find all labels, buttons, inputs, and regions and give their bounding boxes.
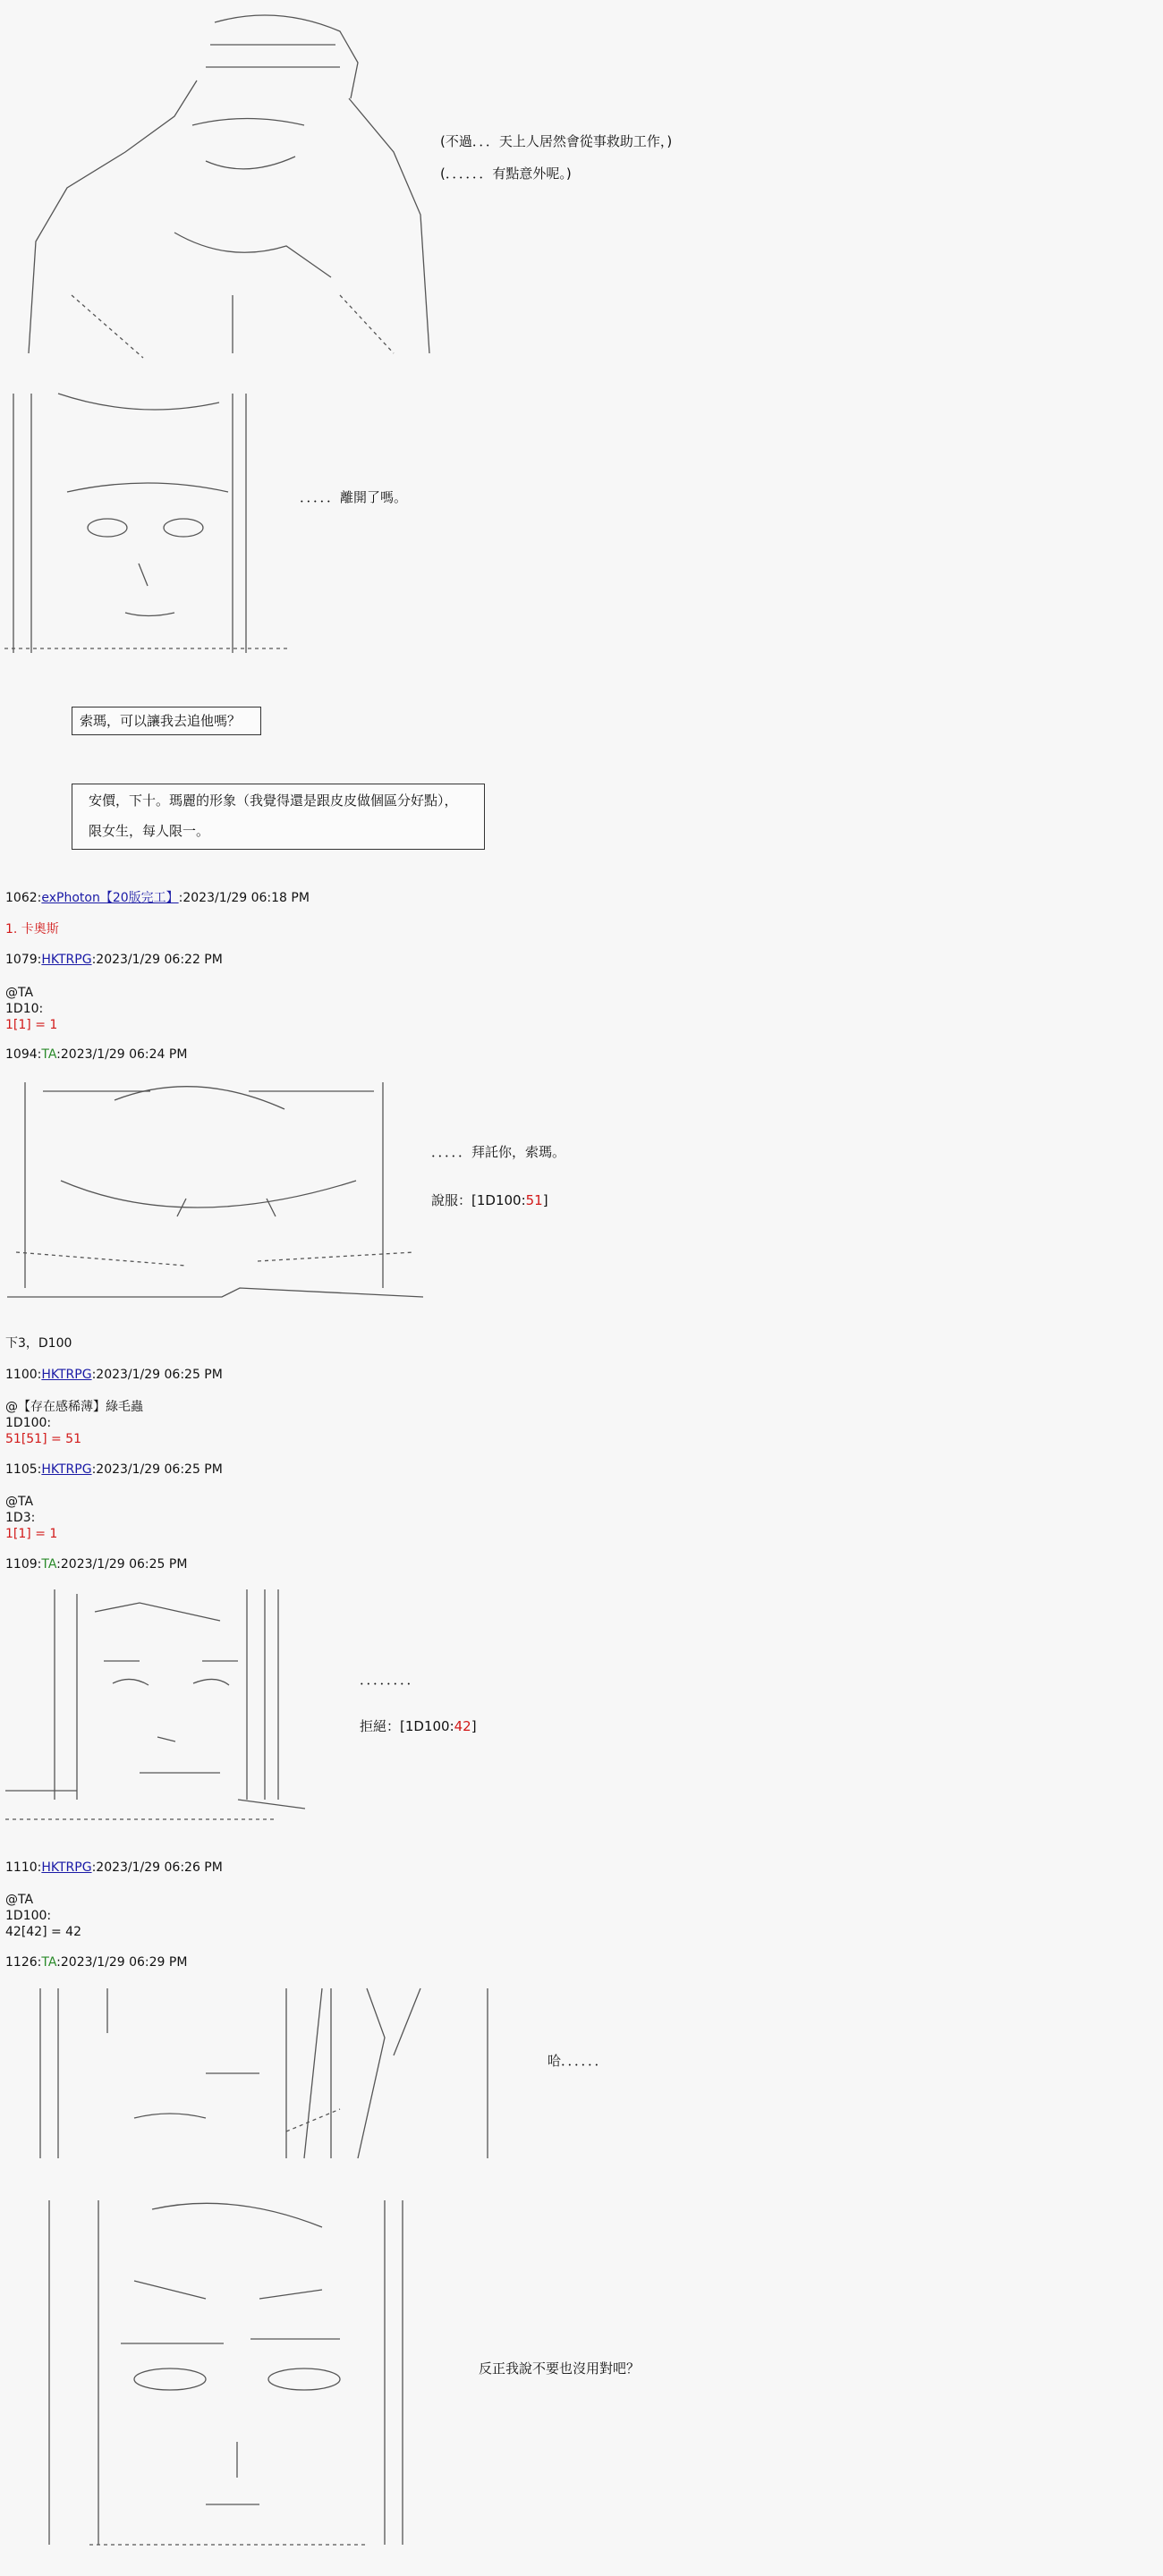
thought-text-1: (不過．．．天上人居然會從事救助工作，) — [440, 133, 673, 149]
post-number: 1100 — [5, 1368, 38, 1382]
roll-label: 拒絕：[1D100: — [360, 1718, 454, 1734]
ascii-art-robed-figure — [18, 9, 438, 362]
poster-name: TA — [41, 1557, 57, 1572]
poster-name-link[interactable]: exPhoton【20版完工】 — [41, 891, 179, 905]
question-text: 索瑪，可以讓我去追他嗎？ — [80, 713, 242, 729]
poster-name: TA — [41, 1047, 57, 1062]
post-time: 2023/1/29 06:18 PM — [183, 891, 310, 905]
thought-text-2: (．．．．．．有點意外呢。) — [440, 165, 572, 182]
post-time: 2023/1/29 06:26 PM — [96, 1860, 223, 1875]
dice-mention: @TA — [5, 1495, 34, 1509]
dice-result: 42[42] = 42 — [5, 1925, 81, 1939]
post-header: 1109:TA:2023/1/29 06:25 PM — [5, 1557, 188, 1572]
post-time: 2023/1/29 06:29 PM — [60, 1955, 188, 1970]
roll-label: 說服：[1D100: — [431, 1192, 526, 1208]
poster-name: TA — [41, 1955, 57, 1970]
dice-result: 51[51] = 51 — [5, 1432, 81, 1446]
post-header: 1100:HKTRPG:2023/1/29 06:25 PM — [5, 1368, 223, 1382]
post-time: 2023/1/29 06:25 PM — [96, 1462, 223, 1477]
speech-text: 反正我說不要也沒用對吧？ — [479, 2360, 641, 2377]
gm-note-line-1: 安價，下十。瑪麗的形象（我覺得還是跟皮皮做個區分好點）， — [89, 792, 458, 809]
poster-name-link[interactable]: HKTRPG — [41, 1368, 92, 1382]
post-header: 1079:HKTRPG:2023/1/29 06:22 PM — [5, 953, 223, 967]
dice-result: 1[1] = 1 — [5, 1527, 58, 1541]
post-header: 1126:TA:2023/1/29 06:29 PM — [5, 1955, 188, 1970]
post-number: 1109 — [5, 1557, 38, 1572]
ascii-art-portrait-face — [4, 385, 291, 662]
roll-value: 42 — [454, 1718, 471, 1734]
post-footer: 下3，D100 — [5, 1336, 72, 1351]
roll-line — [360, 1716, 477, 1737]
dice-formula: 1D100: — [5, 1416, 52, 1430]
post-header: 1094:TA:2023/1/29 06:24 PM — [5, 1047, 188, 1062]
post-time: 2023/1/29 06:24 PM — [60, 1047, 188, 1062]
ascii-art-long-hair-figure — [5, 1585, 305, 1831]
post-number: 1062 — [5, 891, 38, 905]
post-number: 1126 — [5, 1955, 38, 1970]
post-header: 1105:HKTRPG:2023/1/29 06:25 PM — [5, 1462, 223, 1477]
post-body: 1. 卡奧斯 — [5, 922, 59, 936]
post-time: 2023/1/29 06:25 PM — [96, 1368, 223, 1382]
dice-result: 1[1] = 1 — [5, 1018, 58, 1032]
ascii-art-close-up-eyes — [18, 1984, 510, 2167]
dice-mention: @TA — [5, 986, 34, 1000]
dice-mention: @TA — [5, 1893, 34, 1907]
dice-formula: 1D100: — [5, 1909, 52, 1923]
ascii-art-hooded-figure — [7, 1073, 423, 1310]
post-header: 1062:exPhoton【20版完工】:2023/1/29 06:18 PM — [5, 891, 310, 905]
roll-line — [431, 1190, 548, 1211]
post-header: 1110:HKTRPG:2023/1/29 06:26 PM — [5, 1860, 223, 1875]
speech-text: ．．．．．拜託你，索瑪。 — [431, 1144, 566, 1160]
dice-mention: @【存在感稀薄】綠毛蟲 — [5, 1400, 143, 1414]
post-number: 1105 — [5, 1462, 38, 1477]
question-box — [72, 707, 261, 735]
gm-note-box — [72, 784, 485, 850]
post-number: 1079 — [5, 953, 38, 967]
ascii-art-hooded-face — [27, 2191, 412, 2554]
post-time: 2023/1/29 06:22 PM — [96, 953, 223, 967]
leave-text: ．．．．．離開了嗎。 — [300, 489, 408, 505]
post-number: 1094 — [5, 1047, 38, 1062]
poster-name-link[interactable]: HKTRPG — [41, 953, 92, 967]
gm-note-line-2: 限女生，每人限一。 — [89, 823, 210, 839]
speech-text: 哈．．．．．． — [548, 2053, 608, 2069]
post-number: 1110 — [5, 1860, 38, 1875]
post-time: 2023/1/29 06:25 PM — [60, 1557, 188, 1572]
roll-value: 51 — [525, 1192, 543, 1208]
dice-formula: 1D10: — [5, 1002, 44, 1016]
roll-close: ] — [542, 1192, 548, 1208]
dice-formula: 1D3: — [5, 1511, 36, 1525]
poster-name-link[interactable]: HKTRPG — [41, 1462, 92, 1477]
speech-text: ．．．．．．．． — [360, 1672, 420, 1688]
poster-name-link[interactable]: HKTRPG — [41, 1860, 92, 1875]
roll-close: ] — [471, 1718, 477, 1734]
